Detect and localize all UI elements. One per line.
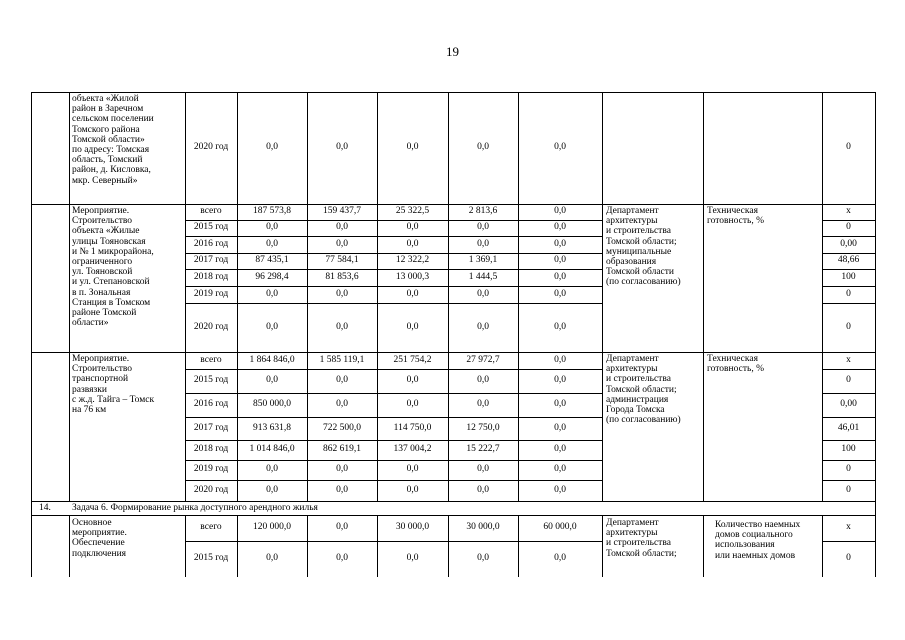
value-cell: 0,0	[336, 399, 348, 409]
value-cell: 0,0	[266, 238, 278, 249]
period-cell: 2020 год	[193, 142, 229, 152]
executor-text: Департамент	[606, 518, 659, 528]
value-cell: 25 322,5	[395, 206, 430, 216]
indicator-value-cell: 0	[846, 484, 851, 495]
grid-line-v	[185, 92, 186, 501]
period-cell: 2019 год	[193, 288, 229, 299]
grid-line-h	[822, 269, 876, 270]
value-cell: 0,0	[406, 142, 419, 152]
grid-line-h	[185, 369, 603, 370]
grid-line-v	[307, 515, 308, 577]
value-cell: 0,0	[266, 321, 278, 332]
indicator-name-text: Техническая	[707, 206, 758, 216]
grid-line-h	[185, 253, 603, 254]
executor-text: архитектуры	[606, 216, 658, 227]
grid-line-h	[822, 460, 876, 461]
value-cell: 0,0	[336, 238, 348, 249]
measure-name-text: объекта «Жилой	[72, 94, 139, 104]
grid-line-v	[602, 515, 603, 577]
value-cell: 0,0	[406, 375, 419, 385]
value-cell: 1 014 846,0	[249, 444, 295, 454]
measure-name-text: район в Заречном	[72, 104, 144, 115]
period-cell: всего	[200, 522, 222, 532]
grid-line-h	[185, 440, 603, 441]
value-cell: 15 222,7	[466, 444, 500, 454]
task-title: Задача 6. Формирование рынка доступного арендного жилья	[72, 503, 318, 513]
indicator-name-text: домов социального	[715, 530, 793, 541]
indicator-name-text: готовность, %	[707, 364, 764, 375]
measure-name-text: и ул. Степановской	[72, 277, 150, 288]
executor-text: и строительства	[606, 226, 671, 237]
measure-name-text: Строительство	[72, 364, 133, 375]
indicator-value-cell: 100	[841, 271, 856, 282]
grid-line-h	[822, 417, 876, 418]
value-cell: 0,0	[477, 238, 489, 249]
value-cell: 0,0	[554, 222, 566, 232]
grid-line-h	[185, 220, 603, 221]
executor-text: и строительства	[606, 374, 671, 385]
measure-name-text: объекта «Жилые	[72, 226, 140, 237]
grid-line-h	[822, 393, 876, 394]
grid-line-h	[822, 220, 876, 221]
measure-name-text: мкр. Северный»	[72, 175, 138, 186]
value-cell: 0,0	[554, 553, 566, 563]
grid-line-v	[822, 515, 823, 577]
grid-line-v	[185, 515, 186, 577]
indicator-value-cell: 0	[846, 222, 851, 232]
value-cell: 27 972,7	[466, 354, 500, 365]
indicator-name-text: использования	[715, 540, 775, 551]
grid-line-h	[185, 460, 603, 461]
value-cell: 0,0	[554, 464, 566, 474]
value-cell: 0,0	[336, 522, 348, 532]
grid-line-h	[31, 515, 876, 516]
grid-line-h	[185, 286, 603, 287]
indicator-value-cell: 100	[841, 444, 856, 454]
value-cell: 722 500,0	[323, 422, 361, 433]
value-cell: 0,0	[266, 288, 278, 299]
executor-text: администрация	[606, 394, 669, 405]
measure-name-text: Томской области»	[72, 134, 145, 145]
indicator-value-cell: x	[846, 354, 851, 365]
value-cell: 251 754,2	[393, 354, 432, 365]
value-cell: 0,0	[477, 399, 489, 409]
indicator-value-cell: 48,66	[837, 255, 860, 265]
executor-text: Томской области;	[606, 384, 677, 395]
grid-line-v	[69, 92, 70, 501]
grid-line-h	[185, 541, 603, 542]
value-cell: 0,0	[406, 238, 419, 249]
grid-line-h	[822, 480, 876, 481]
grid-line-h	[822, 236, 876, 237]
period-cell: 2019 год	[193, 464, 229, 474]
indicator-value-cell: x	[846, 522, 851, 532]
value-cell: 0,0	[336, 142, 348, 152]
value-cell: 913 631,8	[253, 422, 291, 433]
measure-name-text: ограниченного	[72, 257, 133, 267]
indicator-value-cell: 0	[846, 375, 851, 385]
value-cell: 87 435,1	[255, 255, 289, 265]
value-cell: 0,0	[266, 375, 278, 385]
value-cell: 0,0	[336, 464, 348, 474]
period-cell: 2018 год	[193, 444, 229, 454]
value-cell: 96 298,4	[255, 271, 289, 282]
grid-line-v	[703, 92, 704, 501]
grid-line-h	[822, 253, 876, 254]
value-cell: 0,0	[336, 222, 348, 232]
value-cell: 0,0	[554, 354, 566, 365]
measure-name-text: Обеспечение	[72, 538, 125, 549]
grid-line-v	[518, 92, 519, 501]
grid-line-v	[448, 92, 449, 501]
period-cell: 2016 год	[193, 238, 229, 249]
value-cell: 0,0	[554, 206, 566, 216]
value-cell: 0,0	[336, 553, 348, 563]
grid-line-h	[185, 303, 603, 304]
value-cell: 0,0	[336, 375, 348, 385]
period-cell: 2017 год	[193, 422, 229, 433]
value-cell: 0,0	[477, 222, 489, 232]
value-cell: 114 750,0	[393, 422, 432, 433]
indicator-name-text: готовность, %	[707, 216, 764, 227]
measure-name-text: транспортной	[72, 374, 129, 385]
executor-text: образования	[606, 257, 657, 267]
period-cell: всего	[200, 206, 222, 216]
executor-text: Томской области;	[606, 548, 677, 559]
period-cell: 2015 год	[193, 222, 229, 232]
grid-line-h	[185, 236, 603, 237]
value-cell: 0,0	[554, 399, 566, 409]
grid-line-h	[822, 440, 876, 441]
grid-line-h	[822, 541, 876, 542]
grid-line-h	[822, 369, 876, 370]
value-cell: 0,0	[406, 321, 419, 332]
grid-line-v	[377, 515, 378, 577]
period-cell: 2020 год	[193, 321, 229, 332]
executor-text: архитектуры	[606, 364, 658, 375]
value-cell: 0,0	[406, 399, 419, 409]
grid-line-v	[237, 515, 238, 577]
grid-line-v	[518, 515, 519, 577]
value-cell: 0,0	[554, 484, 566, 495]
value-cell: 0,0	[554, 142, 566, 152]
grid-line-v	[703, 515, 704, 577]
executor-text: (по согласованию)	[606, 415, 681, 426]
value-cell: 1 369,1	[468, 255, 498, 265]
value-cell: 0,0	[406, 288, 419, 299]
value-cell: 2 813,6	[468, 206, 498, 216]
value-cell: 0,0	[266, 484, 278, 495]
grid-line-h	[31, 501, 876, 502]
grid-line-v	[31, 92, 32, 577]
value-cell: 0,0	[477, 553, 489, 563]
indicator-value-cell: x	[846, 206, 851, 216]
executor-text: (по согласованию)	[606, 277, 681, 288]
grid-line-v	[377, 92, 378, 501]
value-cell: 0,0	[266, 553, 278, 563]
measure-name-text: развязки	[72, 384, 107, 395]
value-cell: 0,0	[266, 464, 278, 474]
grid-line-h	[31, 92, 876, 93]
measure-name-text: и № 1 микрорайона,	[72, 246, 154, 257]
page-number: 19	[446, 44, 459, 59]
value-cell: 13 000,3	[395, 271, 430, 282]
value-cell: 1 444,5	[468, 271, 498, 282]
indicator-value-cell: 0	[846, 142, 851, 152]
grid-line-h	[185, 480, 603, 481]
grid-line-h	[31, 352, 876, 353]
grid-line-v	[307, 92, 308, 501]
indicator-value-cell: 0	[846, 321, 851, 332]
executor-text: архитектуры	[606, 528, 658, 539]
indicator-value-cell: 0	[846, 553, 851, 563]
indicator-value-cell: 0	[846, 464, 851, 474]
value-cell: 120 000,0	[253, 522, 291, 532]
task-number: 14.	[39, 503, 51, 513]
period-cell: всего	[200, 354, 222, 365]
indicator-value-cell: 46,01	[837, 422, 860, 433]
value-cell: 0,0	[554, 288, 566, 299]
executor-text: Томской области;	[606, 236, 677, 247]
measure-name-text: области»	[72, 318, 109, 329]
measure-name-text: мероприятие.	[72, 528, 127, 539]
measure-name-text: Томского района	[72, 124, 140, 135]
period-cell: 2020 год	[193, 484, 229, 495]
indicator-value-cell: 0,00	[840, 238, 857, 249]
value-cell: 0,0	[477, 321, 489, 332]
grid-line-v	[69, 515, 70, 577]
indicator-value-cell: 0	[846, 288, 851, 299]
executor-text: Департамент	[606, 354, 659, 364]
value-cell: 0,0	[406, 553, 419, 563]
executor-text: Департамент	[606, 206, 659, 216]
value-cell: 0,0	[406, 222, 419, 232]
value-cell: 0,0	[406, 484, 419, 495]
value-cell: 137 004,2	[393, 444, 432, 454]
measure-name-text: улицы Тояновская	[72, 236, 146, 247]
grid-line-h	[822, 303, 876, 304]
value-cell: 0,0	[477, 288, 489, 299]
measure-name-text: область, Томский	[72, 155, 143, 166]
measure-name-text: Станция в Томском	[72, 297, 151, 308]
value-cell: 862 619,1	[323, 444, 361, 454]
measure-name-text: по адресу: Томская	[72, 145, 150, 155]
value-cell: 1 585 119,1	[319, 354, 365, 365]
executor-text: и строительства	[606, 538, 671, 549]
value-cell: 0,0	[554, 444, 566, 454]
grid-line-v	[875, 92, 876, 577]
value-cell: 1 864 846,0	[249, 354, 295, 365]
grid-line-v	[237, 92, 238, 501]
value-cell: 12 322,2	[395, 255, 430, 265]
value-cell: 0,0	[554, 238, 566, 249]
value-cell: 0,0	[336, 288, 348, 299]
value-cell: 0,0	[266, 222, 278, 232]
grid-line-v	[448, 515, 449, 577]
indicator-value-cell: 0,00	[840, 399, 857, 409]
value-cell: 0,0	[554, 321, 566, 332]
value-cell: 0,0	[336, 484, 348, 495]
period-cell: 2017 год	[193, 255, 229, 265]
value-cell: 30 000,0	[395, 522, 430, 532]
measure-name-text: в п. Зональная	[72, 287, 131, 298]
measure-name-text: на 76 км	[72, 405, 107, 415]
grid-line-h	[185, 269, 603, 270]
measure-name-text: ул. Тояновской	[72, 267, 133, 278]
grid-line-h	[822, 286, 876, 287]
value-cell: 0,0	[477, 464, 489, 474]
executor-text: Города Томска	[606, 405, 665, 415]
value-cell: 0,0	[554, 271, 566, 282]
grid-line-h	[185, 393, 603, 394]
value-cell: 0,0	[266, 142, 278, 152]
value-cell: 77 584,1	[325, 255, 359, 265]
measure-name-text: с ж.д. Тайга – Томск	[72, 394, 155, 405]
grid-line-v	[822, 92, 823, 501]
measure-name-text: подключения	[72, 548, 127, 559]
measure-name-text: Мероприятие.	[72, 354, 130, 364]
period-cell: 2016 год	[193, 399, 229, 409]
period-cell: 2018 год	[193, 271, 229, 282]
value-cell: 12 750,0	[466, 422, 500, 433]
value-cell: 0,0	[477, 142, 489, 152]
measure-name-text: Строительство	[72, 216, 133, 227]
value-cell: 850 000,0	[253, 399, 291, 409]
value-cell: 0,0	[554, 255, 566, 265]
value-cell: 0,0	[336, 321, 348, 332]
indicator-name-text: Количество наемных	[715, 520, 801, 530]
period-cell: 2015 год	[193, 553, 229, 563]
value-cell: 0,0	[554, 375, 566, 385]
value-cell: 159 437,7	[323, 206, 361, 216]
measure-name-text: районе Томской	[72, 308, 137, 318]
grid-line-h	[31, 204, 876, 205]
value-cell: 60 000,0	[543, 522, 577, 532]
indicator-name-text: или наемных домов	[715, 550, 796, 561]
value-cell: 81 853,6	[325, 271, 359, 282]
grid-line-v	[602, 92, 603, 501]
value-cell: 0,0	[554, 422, 566, 433]
value-cell: 0,0	[477, 484, 489, 495]
value-cell: 187 573,8	[253, 206, 291, 216]
period-cell: 2015 год	[193, 375, 229, 385]
grid-line-h	[185, 417, 603, 418]
value-cell: 0,0	[477, 375, 489, 385]
indicator-name-text: Техническая	[707, 354, 758, 364]
value-cell: 30 000,0	[466, 522, 500, 532]
measure-name-text: район, д. Кисловка,	[72, 165, 151, 176]
value-cell: 0,0	[406, 464, 419, 474]
executor-text: Томской области	[606, 267, 674, 278]
executor-text: муниципальные	[606, 246, 672, 257]
measure-name-text: Основное	[72, 518, 112, 528]
measure-name-text: Мероприятие.	[72, 206, 130, 216]
measure-name-text: сельском поселении	[72, 114, 154, 125]
